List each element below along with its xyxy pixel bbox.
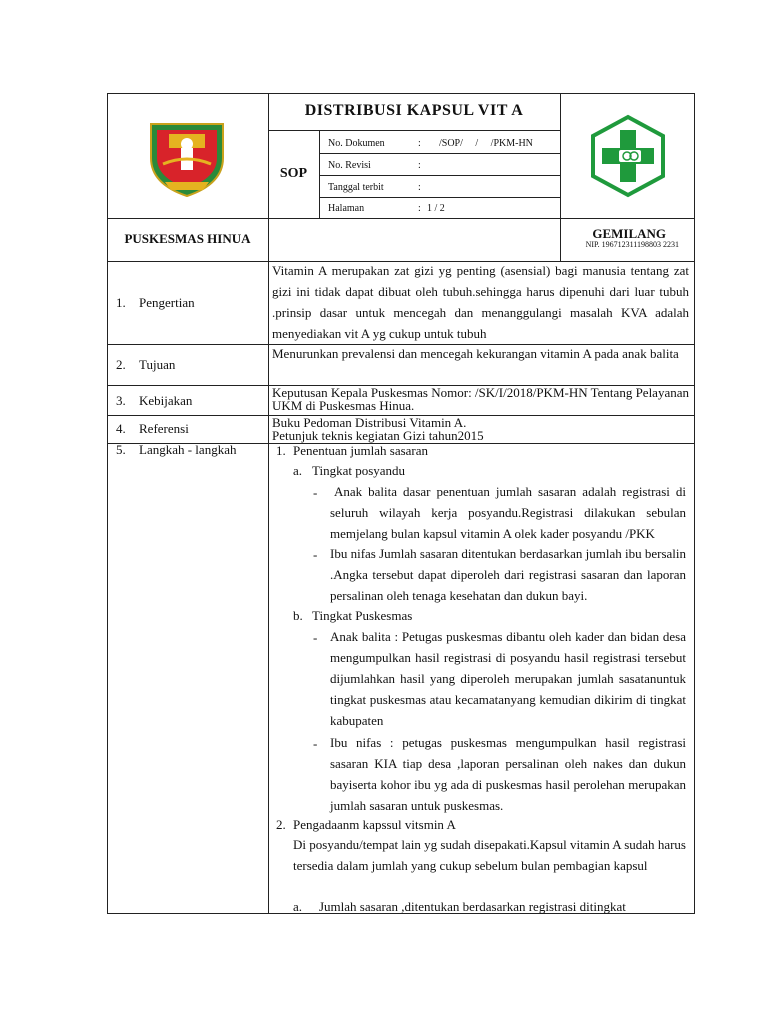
row-number-4: 4. xyxy=(116,421,126,436)
posyandu-nifas-text: Ibu nifas Jumlah sasaran ditentukan berdasarkan jumlah ibu bersalin .Angka tersebut dapat diperoleh dari registrasi sasaran dan laporan persalinan oleh tenaga kesehatan dan dukun bayi. xyxy=(330,546,686,603)
doc-number-label: No. Dokumen xyxy=(328,138,385,149)
step-b-title: Tingkat Puskesmas xyxy=(312,608,413,623)
row-label-referensi: Referensi xyxy=(139,421,189,436)
organization-name: PUSKESMAS HINUA xyxy=(124,231,251,246)
step-2a-text: Jumlah sasaran ,ditentukan berdasarkan registrasi ditingkat xyxy=(319,899,626,914)
doc-number-sep: : xyxy=(418,138,421,149)
row-label-tujuan: Tujuan xyxy=(139,357,176,372)
page-label: Halaman xyxy=(328,203,365,214)
signer-name: GEMILANG xyxy=(592,226,666,241)
row-label-langkah: Langkah - langkah xyxy=(139,442,237,457)
step-1-title: Penentuan jumlah sasaran xyxy=(293,443,429,458)
row-number-1: 1. xyxy=(116,295,126,310)
tujuan-text: Menurunkan prevalensi dan mencegah kekurangan vitamin A pada anak balita xyxy=(272,346,679,361)
bullet-dash: - xyxy=(313,485,318,500)
step-b-label: b. xyxy=(293,608,303,623)
posyandu-balita-text: Anak balita dasar penentuan jumlah sasaran adalah registrasi di seluruh wilayah kerja posyandu.Registrasi dilakukan sebulan memjelang bulan kapsul vitamin A olek kader posyandu /PKK xyxy=(330,484,686,541)
document-title: DISTRIBUSI KAPSUL VIT A xyxy=(304,102,524,119)
row-label-pengertian: Pengertian xyxy=(139,295,195,310)
step-2-number: 2. xyxy=(276,817,286,832)
bullet-dash: - xyxy=(313,736,318,751)
row-number-3: 3. xyxy=(116,393,126,408)
bullet-dash: - xyxy=(313,547,318,562)
signer-nip: NIP. 196712311198803 2231 xyxy=(585,240,679,249)
kebijakan-text: Keputusan Kepala Puskesmas Nomor: /SK/I/2018/PKM-HN Tentang Pelayanan UKM di Puskesmas Hinua. xyxy=(272,385,689,413)
step-2-title: Pengadaanm kapssul vitsmin A xyxy=(293,817,456,832)
pengertian-text: Vitamin A merupakan zat gizi yg penting (asensial) bagi manusia tentang zat gizi ini tidak dapat dibuat oleh tubuh.sehingga harus dipenuhi dari luar tubuh .prinsip dasar untuk mencegah dan menanggulangi masalah KVA adalah menyediakan vit A yg cukup untuk tubuh xyxy=(272,263,689,341)
row-number-2: 2. xyxy=(116,357,126,372)
step-2-text: Di posyandu/tempat lain yg sudah disepakati.Kapsul vitamin A sudah harus tersedia dalam jumlah yang cukup sebelum bulan pembagian kapsul xyxy=(293,837,686,873)
issue-date-label: Tanggal terbit xyxy=(328,182,384,193)
step-a-title: Tingkat posyandu xyxy=(312,463,406,478)
page-value: 1 / 2 xyxy=(427,203,445,214)
page-sep: : xyxy=(418,203,421,214)
row-number-5: 5. xyxy=(116,442,126,457)
puskesmas-nifas-text: Ibu nifas : petugas puskesmas mengumpulkan hasil registrasi sasaran KIA tiap desa ,laporan persalinan oleh nakes dan dukun bayiserta kohor ibu yg ada di puskesmas hasil perolehan merupakan jumlah sasaran untuk puskesmas. xyxy=(330,735,686,813)
row-label-kebijakan: Kebijakan xyxy=(139,393,193,408)
puskesmas-cross-logo xyxy=(589,114,667,198)
puskesmas-balita-text: Anak balita : Petugas puskesmas dibantu oleh kader dan bidan desa mengumpulkan hasil registrasi di posyandu hasil registrasi tersebut dijumlahkan hasil yang diperoleh merupakan jumlah sasatanuntuk tingkat puskesmas atau kecamatanyang kemudian dikirim di tingkat kabupaten xyxy=(330,629,686,728)
step-a-label: a. xyxy=(293,463,303,478)
step-1-number: 1. xyxy=(276,443,286,458)
bullet-dash: - xyxy=(313,630,318,645)
doc-number-value: /SOP/ / /PKM-HN xyxy=(439,138,533,149)
district-crest-logo xyxy=(143,118,231,198)
issue-date-sep: : xyxy=(418,182,421,193)
referensi-line-1: Buku Pedoman Distribusi Vitamin A. xyxy=(272,415,467,430)
revision-label: No. Revisi xyxy=(328,160,371,171)
step-2a-label: a. xyxy=(293,899,303,914)
revision-sep: : xyxy=(418,160,421,171)
referensi-line-2: Petunjuk teknis kegiatan Gizi tahun2015 xyxy=(272,428,484,443)
sop-label: SOP xyxy=(279,166,308,181)
